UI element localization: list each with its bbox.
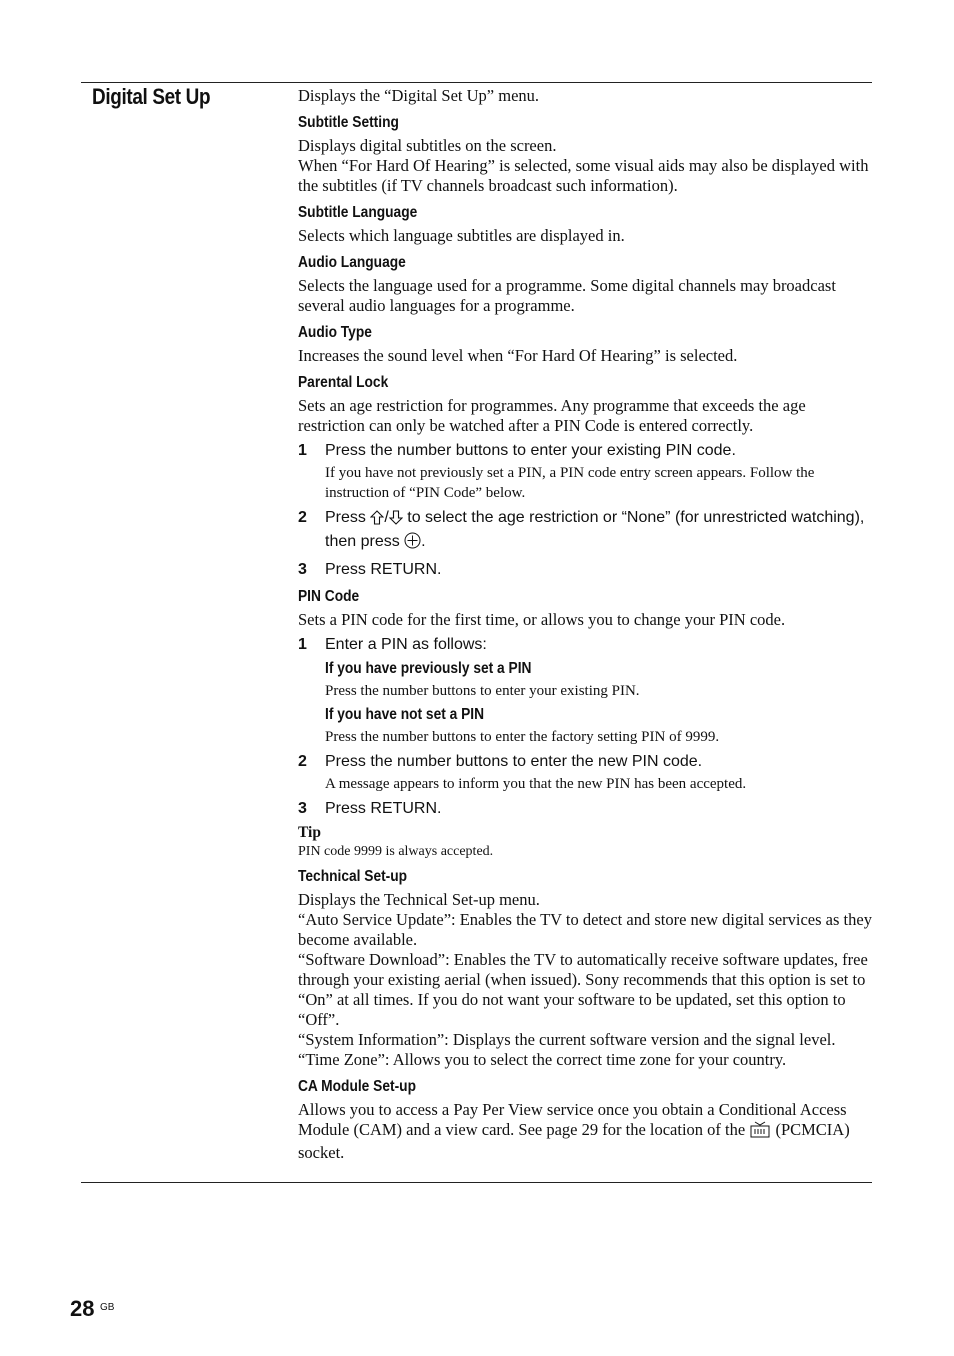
step-number: 2 [298,753,307,770]
up-arrow-icon [370,510,384,531]
pin-code-text: Sets a PIN code for the first time, or allows you to change your PIN code. [298,610,786,629]
technical-setup-text-2: “Auto Service Update”: Enables the TV to detect and store new digital services as they become available. [298,910,872,949]
page-number: 28 [70,1296,95,1321]
pin-code-step-2-note: A message appears to inform you that the new PIN has been accepted. [325,776,747,792]
technical-setup-text-4: “System Information”: Displays the current software version and the signal level. [298,1030,836,1049]
step-text: Enter a PIN as follows: [325,636,487,653]
ca-module-text-a: Allows you to access a Pay Per View service once you obtain a Conditional Access Module (CAM) and a view card. See page 29 for the location of the [298,1100,847,1139]
tip-label: Tip [298,824,321,841]
page-region-code: GB [100,1302,115,1313]
technical-setup-text-3: “Software Download”: Enables the TV to automatically receive software updates, free through your existing aerial (when issued). Sony recommends that this option is set to “On” at all times. If you do not want your software to be updated, set this option to “Off”. [298,950,868,1029]
bottom-rule [81,1182,872,1183]
top-rule [81,82,872,83]
pin-code-step-1 [298,634,872,655]
parental-lock-step-1-note: If you have not previously set a PIN, a PIN code entry screen appears. Follow the instruction of “PIN Code” below. [325,465,815,501]
pin-previously-set-heading: If you have previously set a PIN [325,660,532,677]
step-2-text-b: to select the age restriction or “None” (for unrestricted watching), then press [325,509,865,550]
step-2-text-a: Press [325,509,366,526]
pin-not-set-text: Press the number buttons to enter the factory setting PIN of 9999. [325,729,720,745]
audio-language-text: Selects the language used for a programme. Some digital channels may broadcast several audio languages for a programme. [298,276,836,315]
pcmcia-slot-icon [749,1120,771,1143]
tip-text: PIN code 9999 is always accepted. [298,844,494,859]
down-arrow-icon [389,510,403,531]
parental-lock-step-3 [298,559,872,580]
technical-setup-heading: Technical Set-up [298,868,408,885]
ca-module-text-b: (PCMCIA) socket. [298,1120,850,1162]
enter-button-icon [404,532,421,555]
parental-lock-heading: Parental Lock [298,374,389,391]
pin-code-heading: PIN Code [298,588,360,605]
subtitle-setting-text-1: Displays digital subtitles on the screen. [298,136,557,155]
parental-lock-step-1 [298,440,872,461]
technical-setup-text-1: Displays the Technical Set-up menu. [298,890,540,909]
subtitle-setting-text-2: When “For Hard Of Hearing” is selected, some visual aids may also be displayed with the subtitles (if TV channels broadcast such information). [298,156,869,195]
ca-module-text [298,1100,872,1163]
step-number: 3 [298,561,307,578]
audio-type-text: Increases the sound level when “For Hard Of Hearing” is selected. [298,346,738,365]
step-text: Press RETURN. [325,800,442,817]
parental-lock-step-2 [298,507,872,555]
pin-not-set-heading: If you have not set a PIN [325,706,485,723]
step-number: 2 [298,509,307,526]
subtitle-language-heading: Subtitle Language [298,204,418,221]
step-text: Press / to select the age restriction or “None” (for unrestricted watching), then press . [325,507,872,555]
pin-previously-set-text: Press the number buttons to enter your existing PIN. [325,683,640,699]
step-text: Press the number buttons to enter the new PIN code. [325,753,703,770]
subtitle-setting-heading: Subtitle Setting [298,114,399,131]
audio-language-heading: Audio Language [298,254,406,271]
intro-text: Displays the “Digital Set Up” menu. [298,86,540,105]
step-number: 1 [298,636,307,653]
ca-module-heading: CA Module Set-up [298,1078,416,1095]
audio-type-heading: Audio Type [298,324,372,341]
technical-setup-text-5: “Time Zone”: Allows you to select the correct time zone for your country. [298,1050,787,1069]
step-text: Press RETURN. [325,561,442,578]
pin-code-step-3 [298,798,872,819]
subtitle-language-text: Selects which language subtitles are displayed in. [298,226,625,245]
step-2-text-c: . [421,533,426,550]
step-number: 1 [298,442,307,459]
parental-lock-text: Sets an age restriction for programmes. Any programme that exceeds the age restriction can only be watched after a PIN Code is entered correctly. [298,396,806,435]
pin-code-step-2 [298,751,872,772]
content-column [298,86,872,1163]
section-title: Digital Set Up [92,84,211,109]
step-text: Press the number buttons to enter your existing PIN code. [325,442,736,459]
step-number: 3 [298,800,307,817]
